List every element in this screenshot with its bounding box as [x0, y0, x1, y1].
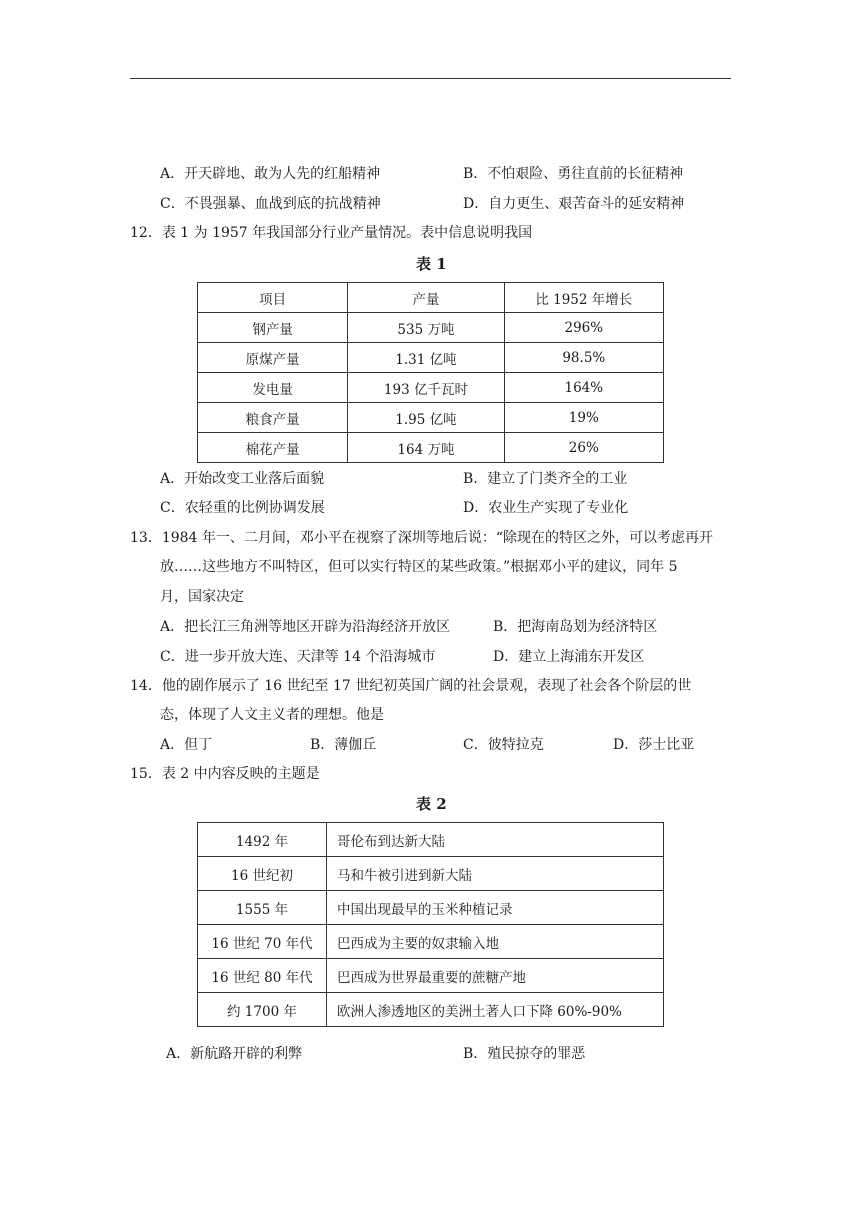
table-header-cell: 比 1952 年增长: [504, 283, 663, 313]
table-row: [198, 891, 664, 925]
table-cell: 1.95 亿吨: [348, 403, 504, 433]
q14-option-b[interactable]: B．薄伽丘: [310, 737, 377, 753]
table-cell: 约 1700 年: [198, 993, 327, 1027]
table-row: [198, 433, 664, 463]
table-cell: 欧洲人渗透地区的美洲土著人口下降 60%-90%: [327, 993, 664, 1027]
table-row: [198, 925, 664, 959]
table-cell: 16 世纪初: [198, 857, 327, 891]
q15-stem: 15．表 2 中内容反映的主题是: [130, 766, 320, 782]
table-cell: 巴西成为世界最重要的蔗糖产地: [327, 959, 664, 993]
table-cell: 巴西成为主要的奴隶输入地: [327, 925, 664, 959]
table-2: [197, 822, 664, 1027]
table-row: [198, 283, 664, 313]
table-header-cell: 产量: [348, 283, 504, 313]
table-cell: 164%: [504, 373, 663, 403]
q12-option-c[interactable]: C．农轻重的比例协调发展: [160, 500, 325, 516]
q15-option-b[interactable]: B．殖民掠夺的罪恶: [463, 1046, 586, 1062]
table-row: [198, 993, 664, 1027]
table-cell: 296%: [504, 313, 663, 343]
table-row: [198, 959, 664, 993]
table-cell: 粮食产量: [198, 403, 348, 433]
q13-stem-line: 13．1984 年一、二月间，邓小平在视察了深圳等地后说：“除现在的特区之外，可以考虑再开: [130, 530, 714, 546]
q12-option-b[interactable]: B．建立了门类齐全的工业: [463, 471, 628, 487]
table-row: [198, 857, 664, 891]
table-cell: 1.31 亿吨: [348, 343, 504, 373]
table-cell: 原煤产量: [198, 343, 348, 373]
table-cell: 1555 年: [198, 891, 327, 925]
q13-option-a[interactable]: A．把长江三角洲等地区开辟为沿海经济开放区: [160, 619, 451, 635]
table-cell: 钢产量: [198, 313, 348, 343]
q12-option-d[interactable]: D．农业生产实现了专业化: [463, 500, 629, 516]
q13-stem-line: 放……这些地方不叫特区，但可以实行特区的某些政策。”根据邓小平的建议，同年 5: [160, 559, 678, 575]
table-1-caption: 表 1: [416, 255, 447, 273]
q12-option-a[interactable]: A．开始改变工业落后面貌: [160, 471, 325, 487]
table-1: [197, 282, 664, 463]
q14-stem-line: 态，体现了人文主义者的理想。他是: [160, 707, 384, 723]
table-cell: 中国出现最早的玉米种植记录: [327, 891, 664, 925]
table-row: [198, 343, 664, 373]
header-rule: [130, 78, 731, 79]
q14-option-d[interactable]: D．莎士比亚: [613, 737, 695, 753]
q14-stem-line: 14．他的剧作展示了 16 世纪至 17 世纪初英国广阔的社会景观，表现了社会各个阶层的世: [130, 678, 692, 694]
table-row: [198, 373, 664, 403]
q13-option-b[interactable]: B．把海南岛划为经济特区: [493, 619, 658, 635]
table-cell: 棉花产量: [198, 433, 348, 463]
q14-option-c[interactable]: C．彼特拉克: [463, 737, 544, 753]
table-header-cell: 项目: [198, 283, 348, 313]
q11-option-a[interactable]: A．开天辟地、敢为人先的红船精神: [160, 166, 381, 182]
q12-stem: 12．表 1 为 1957 年我国部分行业产量情况。表中信息说明我国: [130, 225, 533, 241]
q15-option-a[interactable]: A．新航路开辟的利弊: [166, 1046, 303, 1062]
q11-option-b[interactable]: B．不怕艰险、勇往直前的长征精神: [463, 166, 684, 182]
q11-option-c[interactable]: C．不畏强暴、血战到底的抗战精神: [160, 196, 381, 212]
table-cell: 16 世纪 80 年代: [198, 959, 327, 993]
table-cell: 发电量: [198, 373, 348, 403]
table-cell: 164 万吨: [348, 433, 504, 463]
q13-stem-line: 月，国家决定: [160, 589, 244, 605]
table-cell: 1492 年: [198, 823, 327, 857]
table-cell: 98.5%: [504, 343, 663, 373]
q13-option-c[interactable]: C．进一步开放大连、天津等 14 个沿海城市: [160, 649, 436, 665]
table-cell: 马和牛被引进到新大陆: [327, 857, 664, 891]
table-row: [198, 313, 664, 343]
table-cell: 193 亿千瓦时: [348, 373, 504, 403]
table-cell: 535 万吨: [348, 313, 504, 343]
table-row: [198, 823, 664, 857]
q14-option-a[interactable]: A．但丁: [160, 737, 213, 753]
table-cell: 16 世纪 70 年代: [198, 925, 327, 959]
q11-option-d[interactable]: D．自力更生、艰苦奋斗的延安精神: [463, 196, 685, 212]
q13-option-d[interactable]: D．建立上海浦东开发区: [493, 649, 645, 665]
table-cell: 19%: [504, 403, 663, 433]
table-cell: 哥伦布到达新大陆: [327, 823, 664, 857]
table-row: [198, 403, 664, 433]
table-2-caption: 表 2: [416, 795, 447, 813]
table-cell: 26%: [504, 433, 663, 463]
